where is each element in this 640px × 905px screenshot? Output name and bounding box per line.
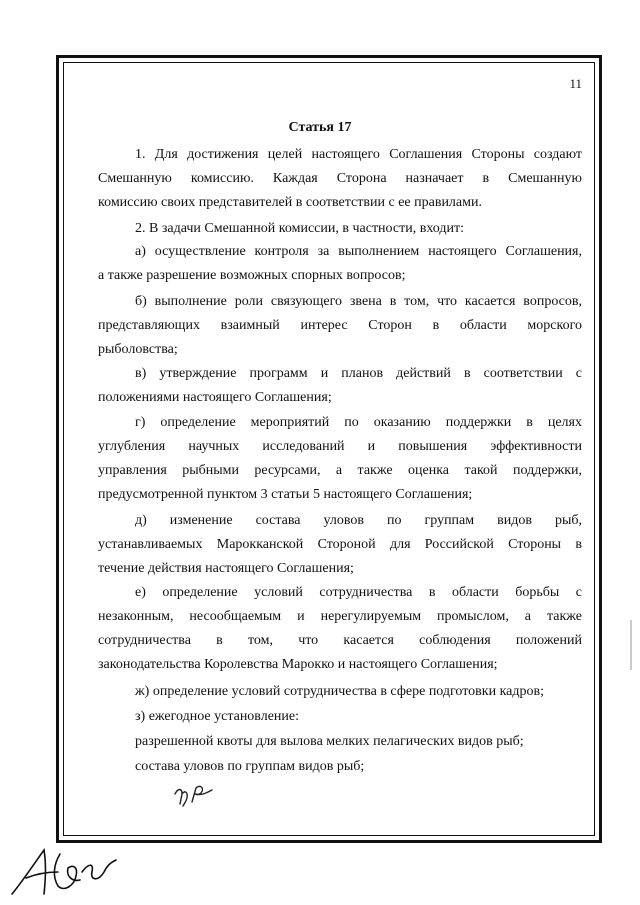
text-line: 1. Для достижения целей настоящего Соглашения Стороны создают [135,147,582,162]
text-line: законодательства Королевства Марокко и настоящего Соглашения; [98,657,498,672]
text-line: з) ежегодное установление: [135,709,300,724]
text-line: управления рыбными ресурсами, а также оценка такой поддержки, [98,463,582,478]
paragraph-1 [98,143,582,215]
text-line: незаконным, несообщаемым и нерегулируемым промыслом, а также [98,609,582,624]
text-line: ж) определение условий сотрудничества в сфере подготовки кадров; [135,684,545,699]
item-zh [98,680,582,704]
item-d [98,509,582,581]
text-line: 2. В задачи Смешанной комиссии, в частности, входит: [135,221,465,236]
article-title: Статья 17 [288,120,352,135]
page-number: 11 [569,76,582,91]
handwritten-initials [172,782,220,810]
signature [8,842,128,902]
item-z [98,705,582,729]
text-line: углубления научных исследований и повышения эффективности [98,439,582,454]
text-line: устанавливаемых Марокканской Стороной для Российской Стороны в [98,537,582,552]
item-b [98,290,582,362]
text-line: в) утверждение программ и планов действий в соответствии с [135,366,582,381]
text-line: предусмотренной пунктом 3 статьи 5 настоящего Соглашения; [98,487,473,502]
text-line: д) изменение состава уловов по группам видов рыб, [135,513,582,528]
scan-artifact [630,620,632,670]
paragraph-2 [98,217,582,241]
text-line: разрешенной квоты для вылова мелких пелагических видов рыб; [135,734,524,749]
text-line: Смешанную комиссию. Каждая Сторона назначает в Смешанную [98,171,582,186]
item-e [98,581,582,677]
quota-line [98,730,582,754]
text-line: а также разрешение возможных спорных вопросов; [98,268,406,283]
text-line: рыболовства; [98,342,178,357]
item-a [98,240,582,288]
item-v [98,362,582,410]
text-line: е) определение условий сотрудничества в области борьбы с [135,585,582,600]
text-line: г) определение мероприятий по оказанию поддержки в целях [135,415,582,430]
text-line: представляющих взаимный интерес Сторон в области морского [98,318,582,333]
text-line: комиссию своих представителей в соответствии с ее правилами. [98,195,482,210]
text-line: а) осуществление контроля за выполнением настоящего Соглашения, [135,244,582,259]
text-line: положениями настоящего Соглашения; [98,390,332,405]
text-line: течение действия настоящего Соглашения; [98,561,354,576]
text-line: сотрудничества в том, что касается соблюдения положений [98,633,582,648]
catch-composition-line [98,755,582,779]
text-line: состава уловов по группам видов рыб; [135,759,365,774]
text-line: б) выполнение роли связующего звена в том, что касается вопросов, [135,294,582,309]
item-g [98,411,582,507]
